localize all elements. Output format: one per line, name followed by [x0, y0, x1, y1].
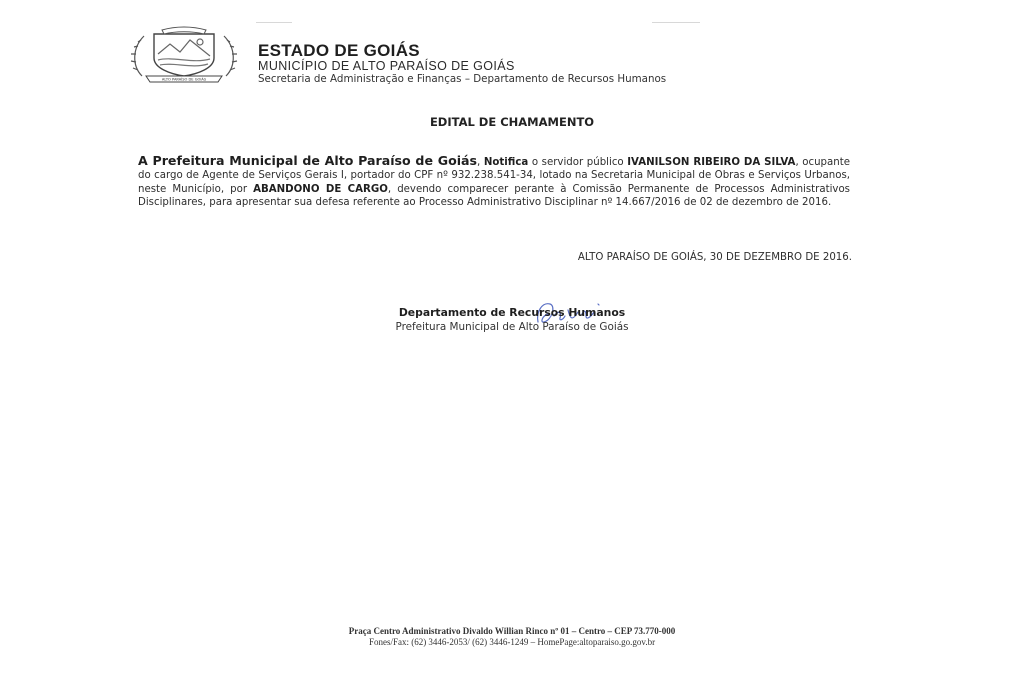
signatory-prefeitura: Prefeitura Municipal de Alto Paraíso de Goiás [395, 321, 629, 333]
document-title: EDITAL DE CHAMAMENTO [429, 115, 595, 129]
page-footer [0, 626, 1024, 648]
body-text: , devendo comparecer perante à Comissão Permanente de Processos Administrativos Disciplinares, para apresentar sua defesa referente ao Processo Administrativo Disciplinar nº 14.667/2016 de 02 de dezembro de 2016. [138, 183, 850, 209]
notice-paragraph [138, 154, 850, 210]
crest-banner-text: ALTO PARAÍSO DE GOIÁS [161, 77, 207, 82]
reason-text: ABANDONO DE CARGO [253, 183, 388, 195]
state-name: ESTADO DE GOIÁS [258, 41, 420, 60]
issuer-name: A Prefeitura Municipal de Alto Paraíso de Goiás [138, 153, 478, 168]
municipality-name: MUNICÍPIO DE ALTO PARAÍSO DE GOIÁS [258, 59, 515, 73]
signature-block [0, 306, 1024, 334]
letterhead [258, 42, 878, 86]
dateline: ALTO PARAÍSO DE GOIÁS, 30 DE DEZEMBRO DE 2016. [577, 252, 852, 263]
servant-name: IVANILSON RIBEIRO DA SILVA [627, 157, 796, 168]
municipal-crest-icon [128, 26, 240, 84]
notifica-keyword: Notifica [483, 157, 529, 168]
footer-address: Praça Centro Administrativo Divaldo Willian Rinco nº 01 – Centro – CEP 73.770-000 [348, 626, 676, 636]
footer-contact: Fones/Fax: (62) 3446-2053/ (62) 3446-1249 – HomePage:altoparaiso.go.gov.br [368, 637, 656, 647]
department-name: Secretaria de Administração e Finanças – Departamento de Recursos Humanos [258, 73, 667, 85]
signatory-department: Departamento de Recursos Humanos [398, 306, 626, 319]
body-text: , ocupante do cargo de Agente de Serviços Gerais I, portador do CPF nº 932.238.541-34, lotado na Secretaria Municipal de Obras e Serviços Urbanos, neste Município, por [138, 157, 850, 195]
body-text: o servidor público [528, 157, 628, 168]
body-text: , [477, 157, 484, 168]
scan-artifact [652, 22, 700, 23]
scan-artifact [256, 22, 292, 23]
